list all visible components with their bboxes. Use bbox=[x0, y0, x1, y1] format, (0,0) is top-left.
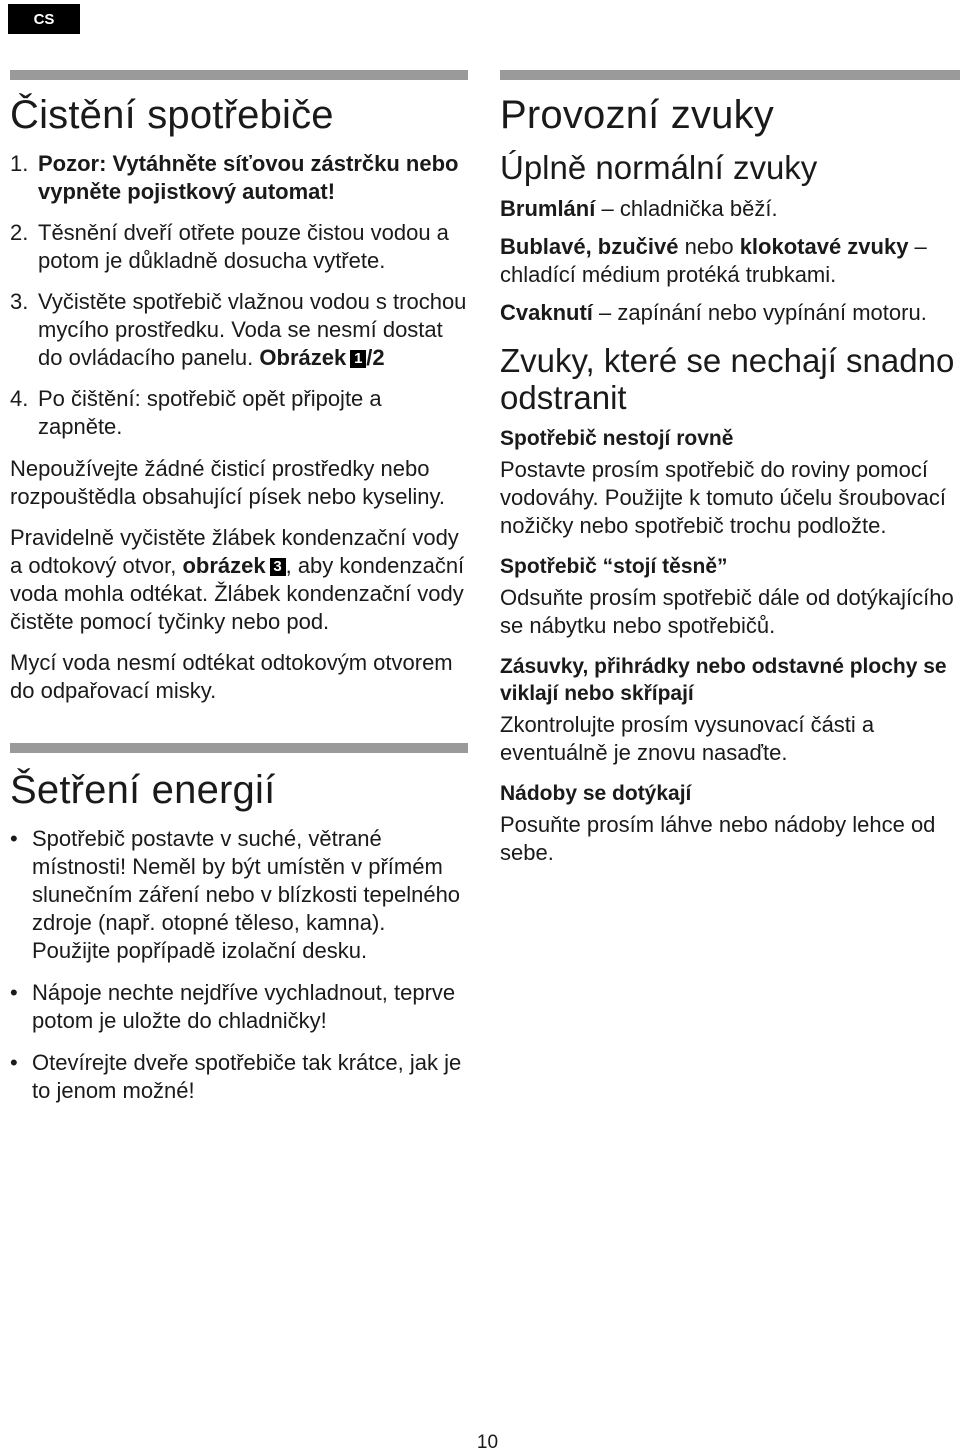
step-item bbox=[10, 219, 468, 275]
noise-hum bbox=[500, 195, 960, 223]
noise-term: Bublavé, bzučivé bbox=[500, 233, 679, 259]
noise-desc: – zapínání nebo vypínání motoru. bbox=[592, 299, 927, 325]
bullet-marker: • bbox=[10, 1050, 18, 1075]
bullet-text: Spotřebič postavte v suché, větrané místnosti! Neměl by být umístěn v přímém slunečním záření nebo v blízkosti tepelného zdroje (např. otopné těleso, kamna). Použijte popřípadě izolační desku. bbox=[32, 826, 461, 963]
section-rule bbox=[500, 70, 960, 80]
issue-text: Odsuňte prosím spotřebič dále od dotýkajícího se nábytku nebo spotřebičů. bbox=[500, 584, 954, 638]
bullet-text: Nápoje nechte nejdříve vychladnout, teprve potom je uložte do chladničky! bbox=[32, 980, 456, 1033]
bullet-item bbox=[10, 979, 468, 1035]
step-text: Těsnění dveří otřete pouze čistou vodou a potom je důkladně dosucha vytřete. bbox=[38, 220, 449, 273]
energy-title: Šetření energií bbox=[10, 768, 276, 812]
step-number: 2. bbox=[10, 220, 29, 245]
noise-connector: nebo bbox=[678, 233, 740, 259]
bullet-marker: • bbox=[10, 980, 18, 1005]
noise-term: Brumlání bbox=[500, 195, 596, 221]
step-text: Po čištění: spotřebič opět připojte a zapněte. bbox=[38, 386, 382, 439]
page-number: 10 bbox=[476, 1432, 499, 1453]
figure-reference: Obrázek bbox=[259, 345, 347, 370]
step-item bbox=[10, 150, 468, 206]
figure-suffix: /2 bbox=[366, 345, 385, 370]
issue-heading: Zásuvky, přihrádky nebo odstavné plochy se viklají nebo skřípají bbox=[500, 654, 947, 705]
cleaning-steps bbox=[10, 150, 468, 441]
drain-text-post: , aby kondenzační voda mohla odtékat. Žlábek kondenzační vody čistěte pomocí tyčinky nebo pod. bbox=[10, 553, 465, 634]
step-text: Vyčistěte spotřebič vlažnou vodou s trochou mycího prostředku. Voda se nesmí dostat do ovládacího panelu. bbox=[38, 289, 467, 370]
figure-reference: obrázek bbox=[182, 553, 266, 578]
noises-title: Provozní zvuky bbox=[500, 93, 775, 137]
energy-bullets bbox=[10, 825, 468, 1105]
noise-bubbling bbox=[500, 233, 960, 289]
section-rule bbox=[10, 70, 468, 80]
issue-heading: Spotřebič “stojí těsně” bbox=[500, 554, 728, 578]
normal-noises-title: Úplně normální zvuky bbox=[500, 149, 818, 186]
issue-heading: Spotřebič nestojí rovně bbox=[500, 426, 734, 450]
drain-text-pre: Pravidelně vyčistěte žlábek kondenzační vody a odtokový otvor, bbox=[10, 525, 459, 578]
cleaning-title: Čistění spotřebiče bbox=[10, 93, 334, 137]
issue-text: Zkontrolujte prosím vysunovací části a eventuálně je znovu nasaďte. bbox=[500, 711, 875, 765]
noise-desc: – chladící médium protéká trubkami. bbox=[500, 233, 927, 287]
figure-number-box: 3 bbox=[270, 558, 286, 576]
cleaning-drain-paragraph bbox=[10, 524, 468, 636]
right-column bbox=[500, 70, 960, 880]
noise-term: klokotavé zvuky bbox=[739, 233, 909, 259]
issue-text: Posuňte prosím láhve nebo nádoby lehce od sebe. bbox=[500, 811, 936, 865]
issue-text: Postavte prosím spotřebič do roviny pomocí vodováhy. Použijte k tomuto účelu šroubovací nožičky nebo spotřebič trochu podložte. bbox=[500, 456, 946, 538]
bullet-text: Otevírejte dveře spotřebiče tak krátce, jak je to jenom možné! bbox=[32, 1050, 462, 1103]
noise-term: Cvaknutí bbox=[500, 299, 593, 325]
noise-desc: – chladnička běží. bbox=[595, 195, 778, 221]
issue-heading: Nádoby se dotýkají bbox=[500, 781, 692, 805]
section-rule bbox=[10, 743, 468, 753]
step-number: 1. bbox=[10, 151, 29, 176]
cleaning-warning: Nepoužívejte žádné čisticí prostředky nebo rozpouštědla obsahující písek nebo kyseliny. bbox=[10, 456, 445, 509]
step-item bbox=[10, 288, 468, 372]
bullet-marker: • bbox=[10, 826, 18, 851]
left-column bbox=[10, 70, 468, 1119]
bullet-item bbox=[10, 1049, 468, 1105]
fixable-noises-title: Zvuky, které se nechají snadno odstranit bbox=[500, 341, 955, 416]
step-number: 3. bbox=[10, 289, 29, 314]
figure-number-box: 1 bbox=[350, 350, 366, 368]
cleaning-water-note: Mycí voda nesmí odtékat odtokovým otvorem do odpařovací misky. bbox=[10, 650, 453, 703]
bullet-item bbox=[10, 825, 468, 965]
language-badge: CS bbox=[8, 4, 80, 34]
step-item bbox=[10, 385, 468, 441]
step-number: 4. bbox=[10, 386, 29, 411]
step-text: Pozor: Vytáhněte síťovou zástrčku nebo vypněte pojistkový automat! bbox=[38, 151, 459, 204]
noise-click bbox=[500, 299, 960, 327]
